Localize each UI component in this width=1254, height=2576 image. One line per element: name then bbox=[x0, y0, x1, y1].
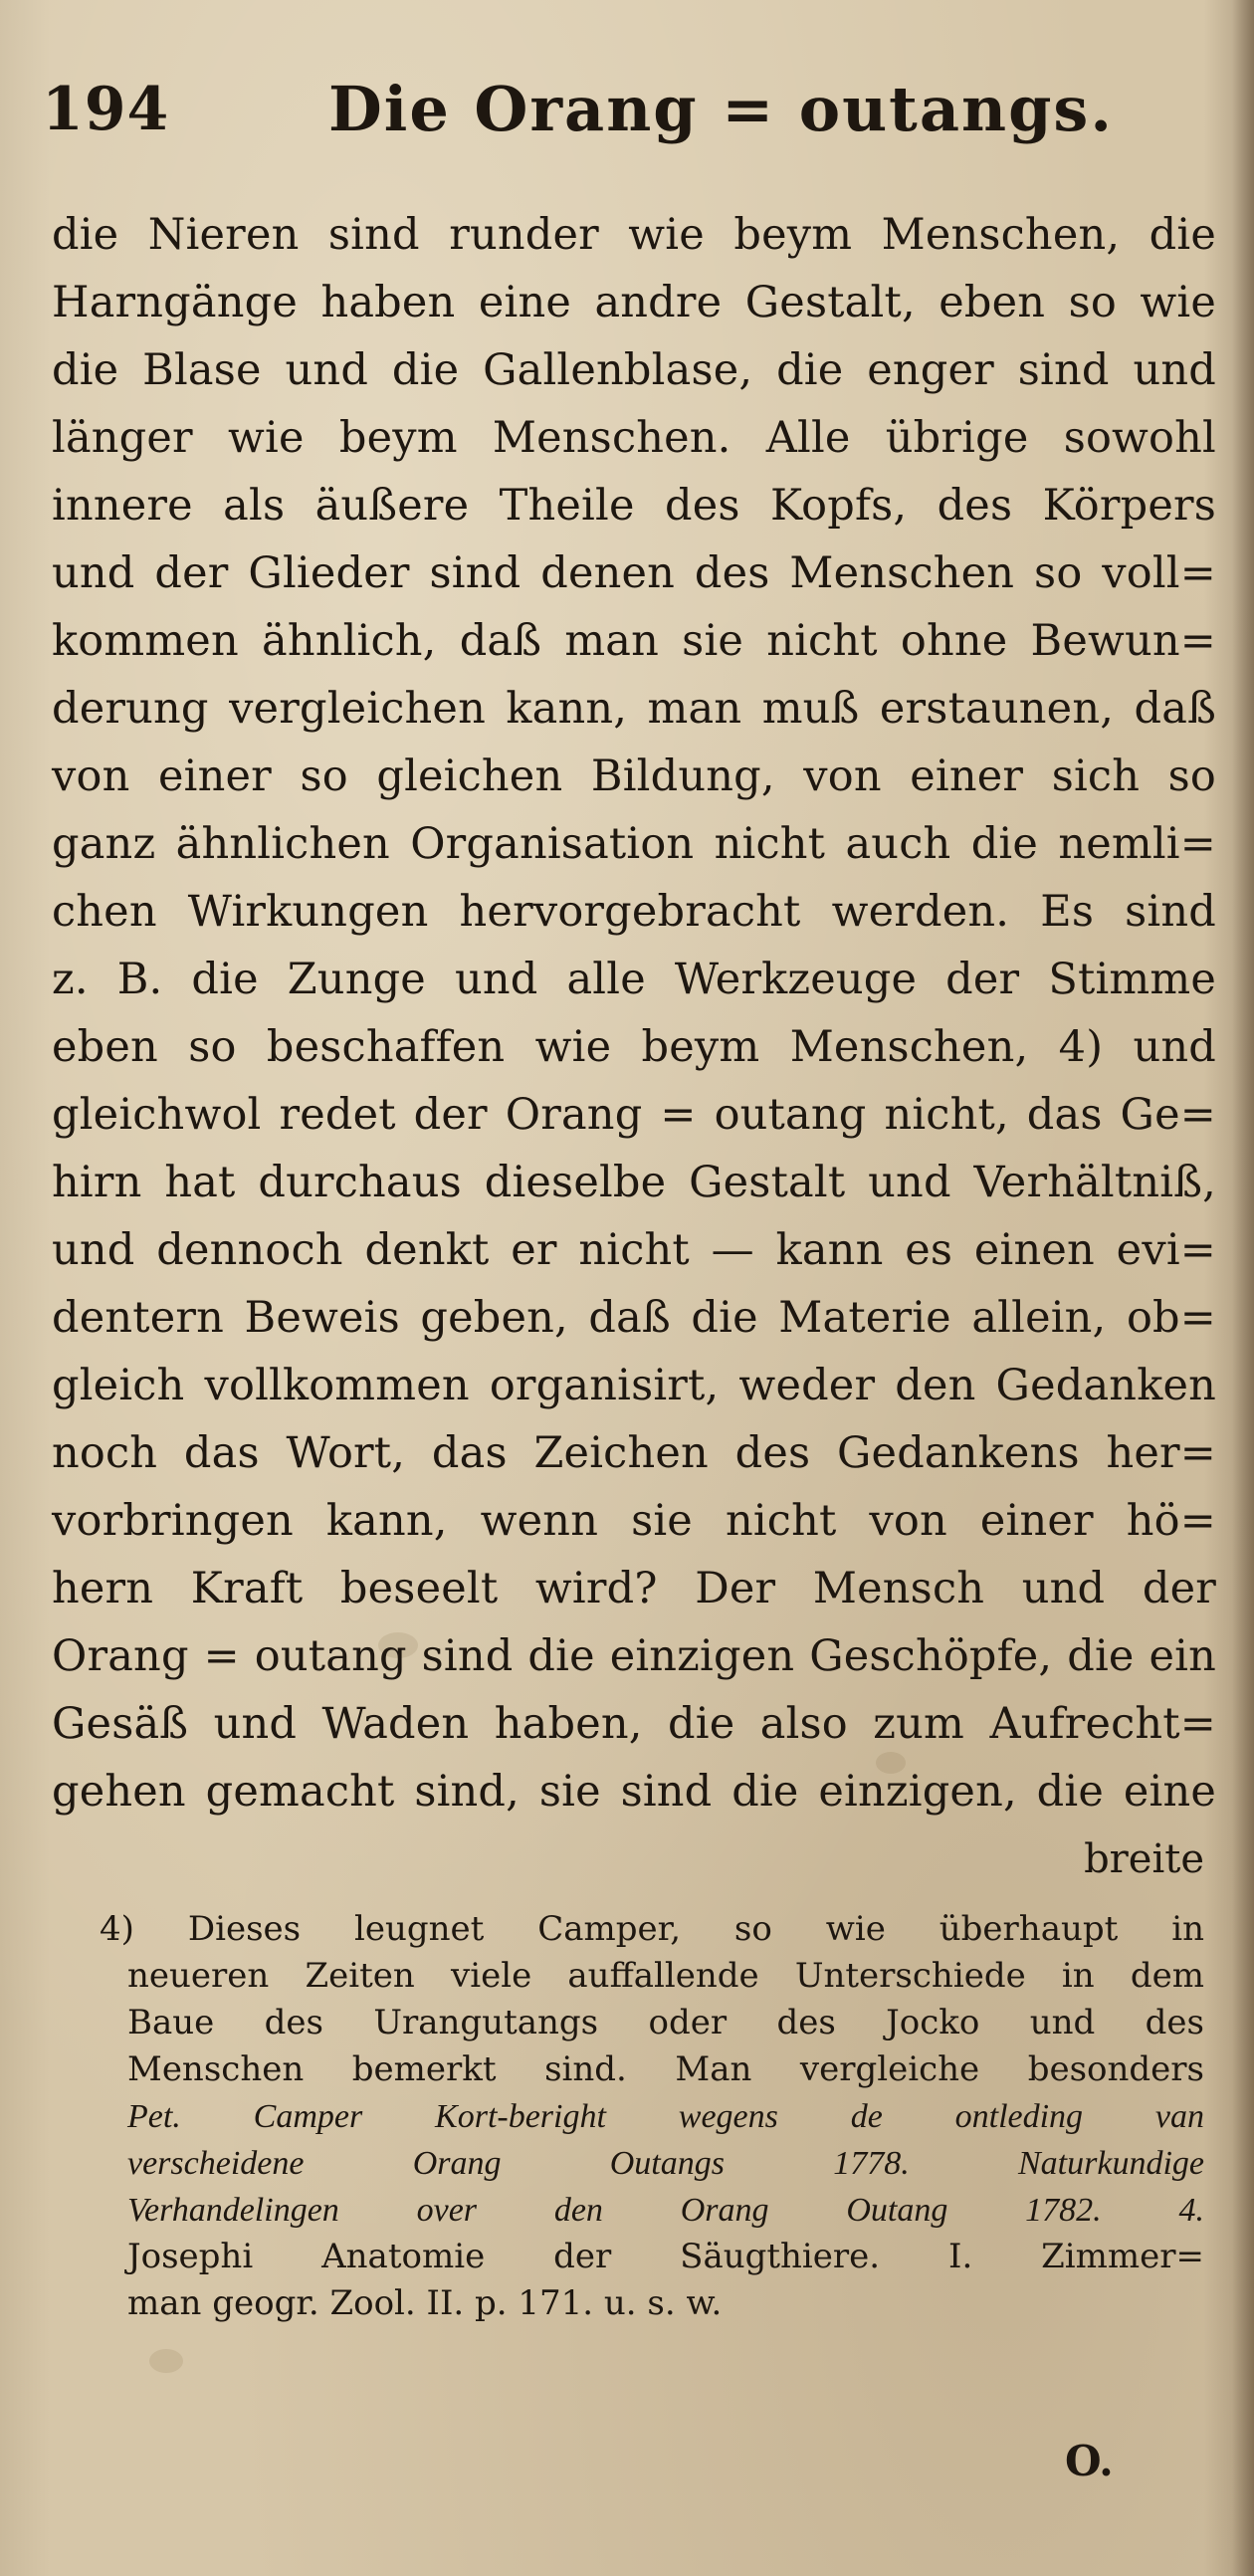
page-edge-shadow bbox=[1232, 0, 1254, 2576]
footnote-line: Menschen bemerkt sind. Man vergleiche besonders bbox=[127, 2049, 1204, 2089]
footnote-line: Baue des Urangutangs oder des Jocko und des bbox=[127, 2003, 1204, 2042]
footnote-line: verscheidene Orang Outangs 1778. Naturkundige bbox=[127, 2145, 1204, 2182]
body-line: hirn hat durchaus dieselbe Gestalt und Verhältniß, bbox=[52, 1158, 1216, 1207]
body-line: ganz ähnlichen Organisation nicht auch die nemli= bbox=[52, 819, 1216, 869]
footnote-line: neueren Zeiten viele auffallende Unterschiede in dem bbox=[127, 1956, 1204, 1996]
running-head: Die Orang = outangs. bbox=[328, 73, 1114, 145]
body-line: gleich vollkommen organisirt, weder den Gedanken bbox=[52, 1361, 1216, 1410]
body-line: innere als äußere Theile des Kopfs, des Körpers bbox=[52, 481, 1216, 531]
body-line: eben so beschaffen wie beym Menschen, 4) und bbox=[52, 1022, 1216, 1072]
body-line: Harngänge haben eine andre Gestalt, eben so wie bbox=[52, 278, 1216, 327]
page-header bbox=[0, 70, 1254, 149]
body-line: länger wie beym Menschen. Alle übrige sowohl bbox=[52, 413, 1216, 463]
body-line: noch das Wort, das Zeichen des Gedankens her= bbox=[52, 1428, 1216, 1478]
footnote-line: man geogr. Zool. II. p. 171. u. s. w. bbox=[127, 2283, 723, 2323]
footnote-line: Verhandelingen over den Orang Outang 1782. 4. bbox=[127, 2192, 1204, 2229]
footnote-line: 4) Dieses leugnet Camper, so wie überhaupt in bbox=[100, 1909, 1204, 1949]
body-text bbox=[52, 201, 1216, 1893]
body-line: kommen ähnlich, daß man sie nicht ohne Bewun= bbox=[52, 616, 1216, 666]
paper-stain bbox=[149, 2349, 183, 2373]
body-line: vorbringen kann, wenn sie nicht von einer hö= bbox=[52, 1496, 1216, 1546]
body-line: die Blase und die Gallenblase, die enger sind und bbox=[52, 345, 1216, 395]
body-line: und der Glieder sind denen des Menschen so voll= bbox=[52, 548, 1216, 598]
footnote bbox=[100, 1906, 1204, 2327]
body-line: derung vergleichen kann, man muß erstaunen, daß bbox=[52, 684, 1216, 734]
body-line: gehen gemacht sind, sie sind die einzigen, die eine bbox=[52, 1767, 1216, 1817]
body-line: z. B. die Zunge und alle Werkzeuge der Stimme bbox=[52, 955, 1216, 1004]
body-line: gleichwol redet der Orang = outang nicht, das Ge= bbox=[52, 1090, 1216, 1140]
body-line: hern Kraft beseelt wird? Der Mensch und der bbox=[52, 1564, 1216, 1613]
body-line: und dennoch denkt er nicht — kann es einen evi= bbox=[52, 1225, 1216, 1275]
body-line: dentern Beweis geben, daß die Materie allein, ob= bbox=[52, 1293, 1216, 1343]
footnote-line: Josephi Anatomie der Säugthiere. I. Zimmer= bbox=[127, 2237, 1204, 2276]
catchword: breite bbox=[1084, 1836, 1204, 1882]
page-number: 194 bbox=[42, 75, 170, 144]
body-line: die Nieren sind runder wie beym Menschen, die bbox=[52, 210, 1216, 260]
body-line: Orang = outang sind die einzigen Geschöpfe, die ein bbox=[52, 1631, 1216, 1681]
signature-mark: O. bbox=[1065, 2437, 1114, 2485]
body-line: von einer so gleichen Bildung, von einer sich so bbox=[52, 751, 1216, 801]
body-line: chen Wirkungen hervorgebracht werden. Es sind bbox=[52, 887, 1216, 937]
body-line: Gesäß und Waden haben, die also zum Aufrecht= bbox=[52, 1699, 1216, 1749]
footnote-line: Pet. Camper Kort-beright wegens de ontleding van bbox=[127, 2098, 1204, 2135]
